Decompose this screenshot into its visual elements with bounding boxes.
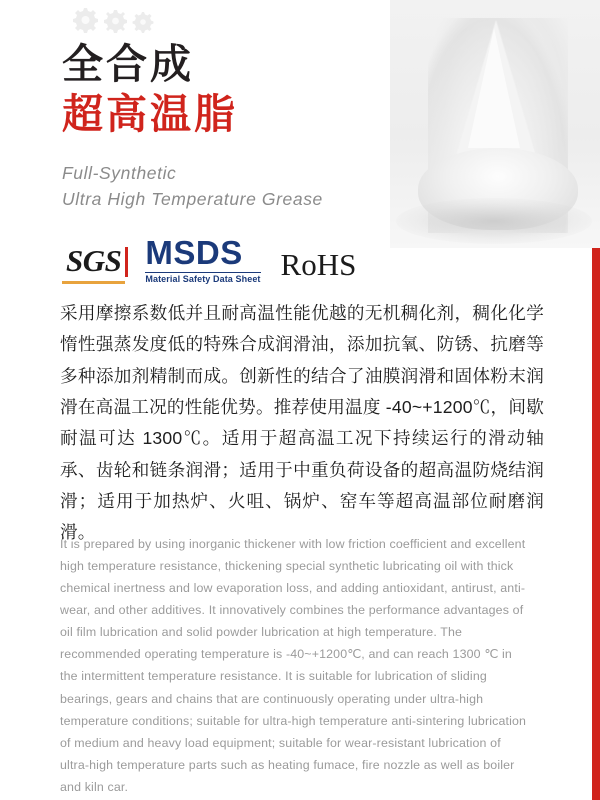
product-photo — [390, 0, 600, 248]
product-subtitle-en-line2: Ultra High Temperature Grease — [62, 189, 323, 210]
sgs-logo-bar — [125, 247, 128, 277]
sgs-logo-label: SGS — [66, 243, 122, 278]
red-accent-bar — [592, 248, 600, 800]
msds-logo — [145, 236, 260, 284]
rohs-logo-label: RoHS — [280, 247, 357, 282]
rohs-logo — [281, 249, 357, 284]
grease-cone-highlight — [468, 28, 520, 148]
product-title-cn-line1: 全合成 — [62, 41, 194, 87]
msds-logo-label: MSDS — [145, 234, 243, 271]
title-block — [62, 42, 392, 212]
description-english: It is prepared by using inorganic thickener with low friction coefficient and excellent high temperature resistance, thickening special synthetic lubricating oil with thick chemical inertness and low evaporation loss, and adding antioxidant, antirust, anti-wear, and other additives. It innovatively combines the performance advantages of oil film lubrication and solid powder lubrication at high temperature. The recommended operating temperature is -40~+1200℃, and can reach 1300 ℃ in the intermittent temperature resistance. It is suitable for lubrication of sliding bearings, gears and chains that are continuously operating under ultra-high temperature conditions; suitable for ultra-high temperature anti-sintering lubrication of medium and heavy load equipment; suitable for wear-resistant lubrication of ultra-high temperature parts such as heating fumace, fire nozzle as well as boiler and kiln car. — [60, 537, 527, 794]
product-subtitle-en — [62, 160, 392, 213]
certification-logos — [62, 232, 542, 284]
msds-logo-sublabel: Material Safety Data Sheet — [145, 274, 261, 284]
description-chinese: 采用摩擦系数低并且耐高温性能优越的无机稠化剂，稠化化学惰性强蒸发度低的特殊合成润滑油，添加抗氧、防锈、抗磨等多种添加剂精制而成。创新性的结合了油膜润滑和固体粉末润滑在高温工况的性能优势。推荐使用温度 -40~+1200℃，间歇耐温可达 1300℃。适用于超高温工况下持续运行的滑动轴承、齿轮和链条润滑；适用于中重负荷设备的超高温防烧结润滑；适用于加热炉、火咀、锅炉、窑车等超高温部位耐磨润滑。 — [60, 303, 544, 543]
product-title-cn-line2: 超高温脂 — [62, 90, 238, 137]
product-subtitle-en-line1: Full-Synthetic — [62, 162, 177, 183]
sgs-logo — [62, 245, 125, 284]
gear-decoration-icon — [72, 6, 292, 34]
